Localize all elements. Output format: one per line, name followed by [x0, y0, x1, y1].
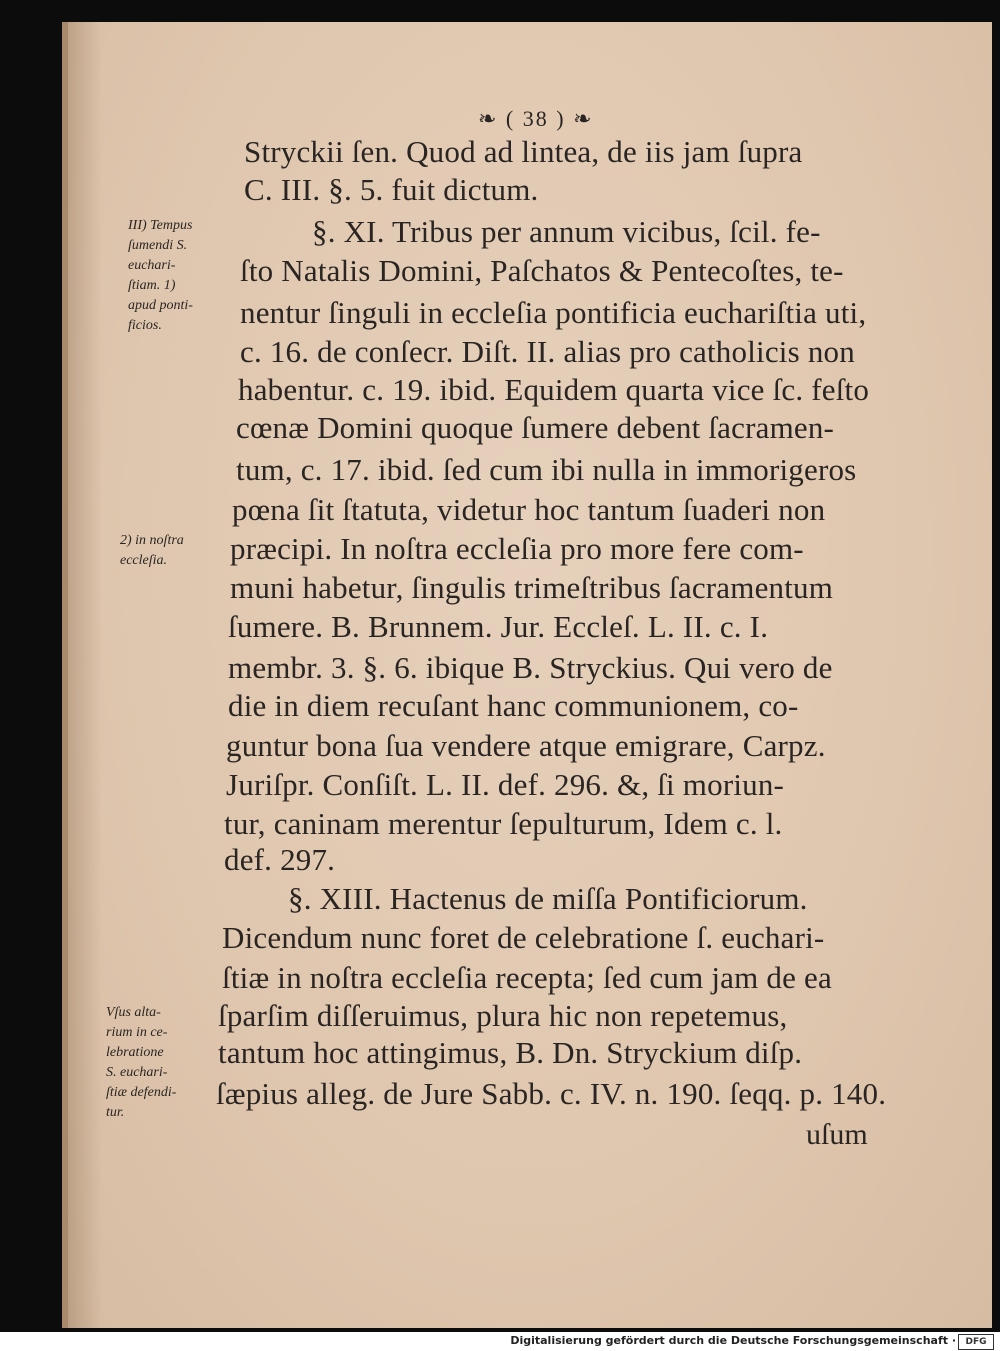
- text-line-15: die in diem recuſant hanc communionem, co-: [228, 688, 799, 723]
- text-line-11: præcipi. In noſtra eccleſia pro more fere com-: [230, 531, 804, 566]
- text-line-20: §. XIII. Hactenus de miſſa Pontificiorum.: [288, 881, 808, 916]
- dfg-logo: DFG: [958, 1334, 994, 1350]
- funding-credit: Digitalisierung gefördert durch die Deutsche Forschungsgemeinschaft ·: [510, 1334, 956, 1347]
- text-line-12: muni habetur, ſingulis trimeſtribus ſacramentum: [230, 570, 834, 605]
- text-line-5: nentur ſinguli in eccleſia pontificia euchariſtia uti,: [240, 295, 867, 330]
- text-line-14: membr. 3. §. 6. ibique B. Stryckius. Qui vero de: [228, 650, 833, 685]
- margin-note-line: ficios.: [128, 318, 162, 333]
- text-line-24: tantum hoc attingimus, B. Dn. Stryckium diſp.: [218, 1035, 803, 1070]
- margin-note-line: apud ponti-: [128, 298, 193, 313]
- margin-note-use-of-altars: [106, 1003, 176, 1123]
- text-line-7: habentur. c. 19. ibid. Equidem quarta vice ſc. feſto: [238, 372, 870, 407]
- page-header: ❧ ( 38 ) ❧: [478, 106, 594, 131]
- text-line-17: Juriſpr. Conſiſt. L. II. def. 296. &, ſi moriun-: [226, 767, 785, 802]
- text-line-9: tum, c. 17. ibid. ſed cum ibi nulla in immorigeros: [236, 452, 857, 487]
- text-line-1: Stryckii ſen. Quod ad lintea, de iis jam ſupra: [244, 134, 803, 169]
- margin-note-line: 2) in noſtra: [120, 533, 184, 548]
- margin-note-line: ſtiæ defendi-: [106, 1085, 177, 1100]
- text-line-23: ſparſim diſſeruimus, plura hic non repetemus,: [218, 998, 788, 1033]
- text-line-25: ſæpius alleg. de Jure Sabb. c. IV. n. 190. ſeqq. p. 140.: [216, 1076, 887, 1111]
- page-binding-edge: [62, 22, 68, 1328]
- margin-note-our-church: [120, 531, 184, 571]
- catchword: uſum: [806, 1118, 868, 1151]
- margin-note-line: S. euchari-: [106, 1065, 168, 1080]
- margin-note-line: ſtiam. 1): [128, 278, 176, 293]
- text-line-8: cœnæ Domini quoque ſumere debent ſacramen-: [236, 410, 835, 445]
- margin-note-line: III) Tempus: [128, 218, 193, 233]
- text-line-22: ſtiæ in noſtra eccleſia recepta; ſed cum jam de ea: [222, 960, 832, 995]
- text-line-19: def. 297.: [224, 842, 336, 877]
- margin-note-line: rium in ce-: [106, 1025, 168, 1040]
- text-line-18: tur, caninam merentur ſepulturum, Idem c. l.: [224, 806, 783, 841]
- text-line-6: c. 16. de conſecr. Diſt. II. alias pro catholicis non: [240, 334, 855, 369]
- margin-note-line: Vſus alta-: [106, 1005, 161, 1020]
- margin-note-time-of-communion: [128, 216, 193, 336]
- text-line-13: ſumere. B. Brunnem. Jur. Eccleſ. L. II. c. I.: [228, 609, 769, 644]
- text-line-16: guntur bona ſua vendere atque emigrare, Carpz.: [226, 728, 826, 763]
- margin-note-line: tur.: [106, 1105, 125, 1120]
- text-line-2: C. III. §. 5. fuit dictum.: [244, 172, 539, 207]
- text-line-10: pœna ſit ſtatuta, videtur hoc tantum ſuaderi non: [232, 492, 826, 527]
- margin-note-line: euchari-: [128, 258, 176, 273]
- margin-note-line: ſumendi S.: [128, 238, 188, 253]
- margin-note-line: eccleſia.: [120, 553, 168, 568]
- text-line-3: §. XI. Tribus per annum vicibus, ſcil. fe-: [312, 214, 821, 249]
- margin-note-line: lebratione: [106, 1045, 164, 1060]
- footer-bar: [0, 1332, 1000, 1351]
- text-line-4: ſto Natalis Domini, Paſchatos & Pentecoſtes, te-: [240, 253, 844, 288]
- text-line-21: Dicendum nunc foret de celebratione ſ. euchari-: [222, 920, 825, 955]
